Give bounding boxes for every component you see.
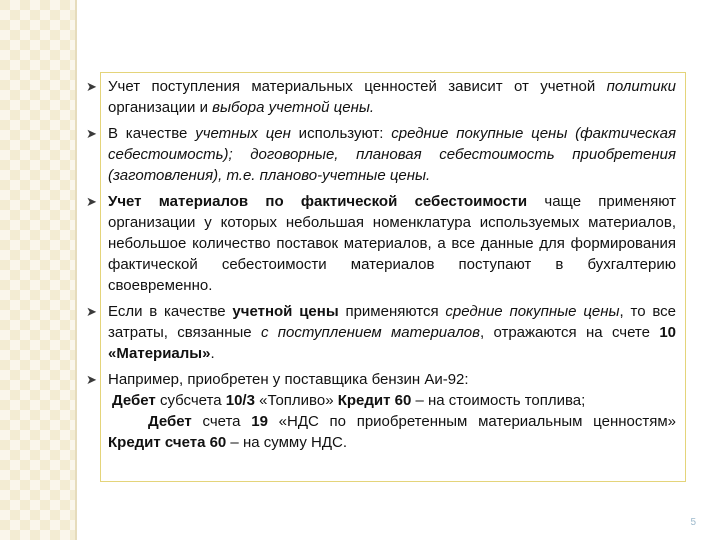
arrow-bullet-icon: ➤ bbox=[86, 79, 97, 94]
text-run: средние покупные цены (фактическая себестоимость); договорные, плановая себестоимость приобретения (заготовления), т.е. планово-учетные цены. bbox=[108, 125, 676, 184]
text-run: организации и bbox=[108, 99, 213, 116]
text-run: счета bbox=[191, 413, 252, 430]
arrow-bullet-icon: ➤ bbox=[86, 372, 97, 387]
accounting-entry bbox=[84, 390, 676, 411]
decorative-side-pattern bbox=[0, 0, 75, 540]
bullet-item bbox=[84, 369, 676, 390]
text-run: Если в качестве bbox=[108, 303, 233, 320]
text-run: , то все затраты, связанные bbox=[108, 303, 677, 341]
text-run: чаще применяют организации у которых небольшая номенклатура используемых материалов, небольшое количество поставок материалов, а все данные для формирования фактической себестоимости материалов поступают в бухгалтерию своевременно. bbox=[108, 193, 676, 294]
bullet-item bbox=[84, 76, 676, 118]
bullet-text bbox=[108, 125, 676, 184]
text-run: средние покупные цены bbox=[445, 303, 620, 320]
text-run: используют: bbox=[290, 125, 392, 142]
text-run: политики bbox=[606, 78, 676, 95]
text-run: Например, приобретен у поставщика бензин Аи-92: bbox=[108, 371, 469, 388]
text-run: выбора учетной цены. bbox=[212, 99, 375, 116]
arrow-bullet-icon: ➤ bbox=[86, 304, 97, 319]
text-run: – на стоимость топлива; bbox=[411, 392, 586, 409]
slide-content bbox=[84, 76, 676, 453]
bullet-text bbox=[108, 371, 469, 388]
text-run: «Топливо» bbox=[254, 392, 338, 409]
text-run: Учет материалов по фактической себестоимости bbox=[108, 193, 528, 210]
text-run: субсчета bbox=[155, 392, 226, 409]
text-run: Кредит 60 bbox=[337, 392, 412, 409]
bullet-item bbox=[84, 191, 676, 296]
text-run: Кредит счета 60 bbox=[108, 434, 227, 451]
text-run: 10/3 bbox=[225, 392, 255, 409]
side-divider-line bbox=[75, 0, 77, 540]
text-run: Дебет bbox=[112, 392, 156, 409]
text-run: В качестве bbox=[108, 125, 196, 142]
page-number: 5 bbox=[690, 517, 696, 528]
text-run: Дебет bbox=[148, 413, 192, 430]
text-run: . bbox=[210, 345, 215, 362]
text-run: , отражаются на счете bbox=[479, 324, 660, 341]
bullet-text bbox=[108, 303, 676, 362]
text-run: – на сумму НДС. bbox=[226, 434, 348, 451]
arrow-bullet-icon: ➤ bbox=[86, 126, 97, 141]
text-run: 19 bbox=[251, 413, 268, 430]
text-run: 10 «Материалы» bbox=[108, 324, 676, 362]
arrow-bullet-icon: ➤ bbox=[86, 194, 97, 209]
bullet-item bbox=[84, 301, 676, 364]
text-run: «НДС по приобретенным материальным ценностям» bbox=[267, 413, 676, 430]
bullet-text bbox=[108, 78, 676, 116]
bullet-text bbox=[108, 193, 676, 294]
bullet-item bbox=[84, 123, 676, 186]
text-run: учетной цены bbox=[232, 303, 339, 320]
text-run: с поступлением материалов bbox=[260, 324, 480, 341]
text-run: Учет поступления материальных ценностей зависит от учетной bbox=[108, 78, 607, 95]
accounting-entry bbox=[84, 411, 676, 453]
text-run: учетных цен bbox=[195, 125, 291, 142]
text-run: применяются bbox=[338, 303, 446, 320]
